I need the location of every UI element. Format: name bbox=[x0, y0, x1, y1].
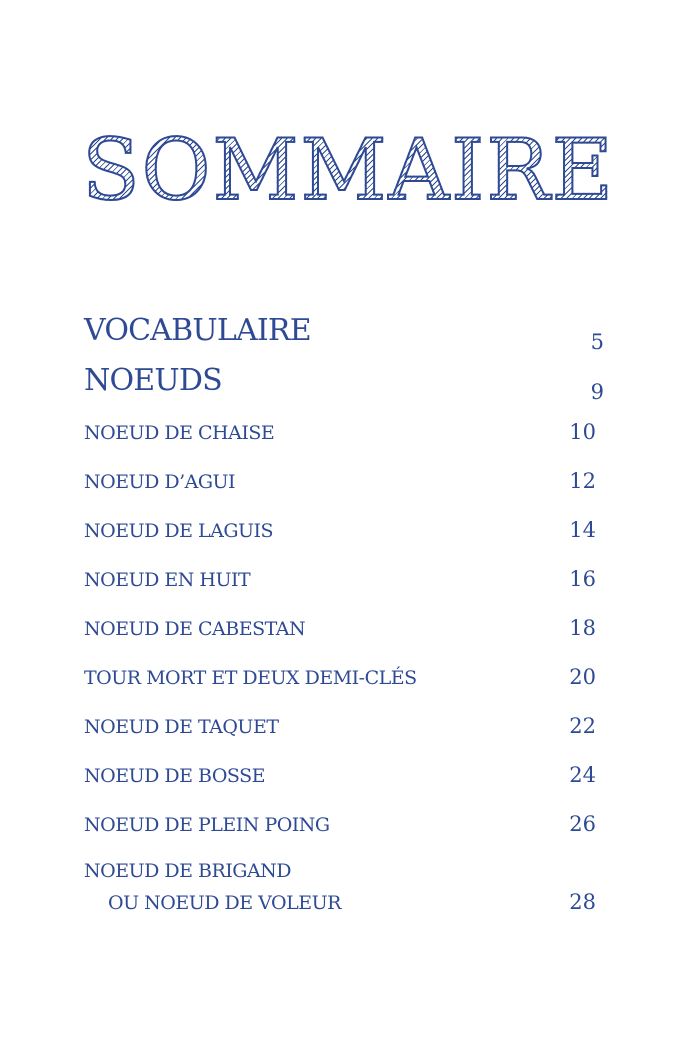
toc-entry-page: 10 bbox=[569, 420, 596, 444]
toc-entry-page: 14 bbox=[569, 518, 596, 542]
toc-entry-noeud-de-cabestan[interactable] bbox=[84, 600, 604, 640]
toc-entry-noeud-dagui[interactable] bbox=[84, 453, 604, 493]
toc-entry-page: 22 bbox=[569, 714, 596, 738]
toc-entry-page: 18 bbox=[569, 616, 596, 640]
toc-entry-vocabulaire[interactable] bbox=[84, 308, 604, 354]
toc-entry-noeuds[interactable] bbox=[84, 358, 604, 404]
toc-entry-page: 20 bbox=[569, 665, 596, 689]
toc-entry-noeud-de-laguis[interactable] bbox=[84, 502, 604, 542]
toc-entry-label: NOEUD DE LAGUIS bbox=[84, 520, 274, 542]
toc-entry-label: NOEUD DE BOSSE bbox=[84, 765, 265, 787]
toc-entry-page: 9 bbox=[590, 380, 604, 404]
toc-entry-tour-mort[interactable] bbox=[84, 649, 604, 689]
toc-entry-page: 16 bbox=[569, 567, 596, 591]
toc-entry-noeud-de-chaise[interactable] bbox=[84, 404, 604, 444]
toc-entry-noeud-de-plein-poing[interactable] bbox=[84, 796, 604, 836]
toc-entry-page: 24 bbox=[569, 763, 596, 787]
toc-entry-page: 26 bbox=[569, 812, 596, 836]
toc-entry-page: 12 bbox=[569, 469, 596, 493]
toc-entry-label: NOEUD DE TAQUET bbox=[84, 716, 279, 738]
toc-entry-label: NOEUD DE CHAISE bbox=[84, 422, 275, 444]
toc-entry-label: NOEUD EN HUIT bbox=[84, 569, 251, 591]
toc-entry-noeud-en-huit[interactable] bbox=[84, 551, 604, 591]
toc-entry-label: NOEUD DE CABESTAN bbox=[84, 618, 306, 640]
toc-entry-noeud-de-bosse[interactable] bbox=[84, 747, 604, 787]
page-title-text: SOMMAIRE bbox=[82, 121, 615, 219]
toc-entry-label: NOEUDS bbox=[84, 363, 222, 398]
toc-entry-label-continued: OU NOEUD DE VOLEUR bbox=[108, 892, 341, 914]
toc-entry-label: NOEUD DE BRIGAND bbox=[84, 860, 292, 882]
toc-entry-page: 28 bbox=[569, 890, 596, 914]
toc-entry-label: NOEUD D’AGUI bbox=[84, 471, 236, 493]
toc-entry-noeud-de-brigand[interactable] bbox=[84, 860, 604, 920]
toc-entry-noeud-de-taquet[interactable] bbox=[84, 698, 604, 738]
toc-entry-label: VOCABULAIRE bbox=[84, 313, 311, 348]
toc-entry-label: NOEUD DE PLEIN POING bbox=[84, 814, 330, 836]
toc-entry-page: 5 bbox=[590, 330, 604, 354]
toc-entry-label: TOUR MORT ET DEUX DEMI-CLÉS bbox=[84, 667, 417, 689]
